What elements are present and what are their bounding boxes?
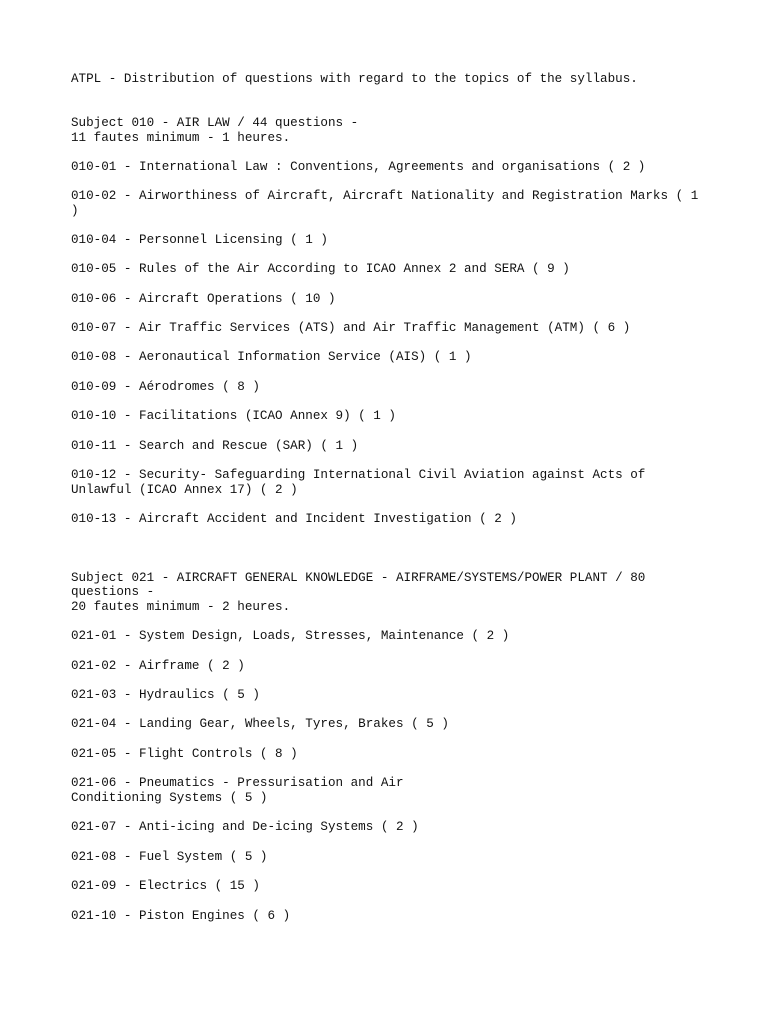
topic-010-05: 010-05 - Rules of the Air According to ICAO Annex 2 and SERA ( 9 ): [71, 262, 570, 276]
topic-010-01: 010-01 - International Law : Conventions, Agreements and organisations ( 2 ): [71, 160, 646, 174]
topic-021-02: 021-02 - Airframe ( 2 ): [71, 659, 245, 673]
subject-010-exam-info: 11 fautes minimum - 1 heures.: [71, 131, 291, 145]
subject-010-header: Subject 010 - AIR LAW / 44 questions -: [71, 116, 359, 130]
topic-021-06-continued: Conditioning Systems ( 5 ): [71, 791, 268, 805]
subject-021-header: Subject 021 - AIRCRAFT GENERAL KNOWLEDGE - AIRFRAME/SYSTEMS/POWER PLANT / 80: [71, 571, 646, 585]
topic-021-08: 021-08 - Fuel System ( 5 ): [71, 850, 268, 864]
topic-010-08: 010-08 - Aeronautical Information Service (AIS) ( 1 ): [71, 350, 472, 364]
topic-010-02-continued: ): [71, 204, 79, 218]
topic-021-09: 021-09 - Electrics ( 15 ): [71, 879, 260, 893]
topic-010-02: 010-02 - Airworthiness of Aircraft, Aircraft Nationality and Registration Marks ( 1: [71, 189, 699, 203]
topic-021-01: 021-01 - System Design, Loads, Stresses, Maintenance ( 2 ): [71, 629, 510, 643]
topic-010-04: 010-04 - Personnel Licensing ( 1 ): [71, 233, 328, 247]
topic-010-12-continued: Unlawful (ICAO Annex 17) ( 2 ): [71, 483, 298, 497]
topic-010-09: 010-09 - Aérodromes ( 8 ): [71, 380, 260, 394]
subject-021-exam-info: 20 fautes minimum - 2 heures.: [71, 600, 291, 614]
topic-021-04: 021-04 - Landing Gear, Wheels, Tyres, Brakes ( 5 ): [71, 717, 449, 731]
topic-010-06: 010-06 - Aircraft Operations ( 10 ): [71, 292, 336, 306]
topic-010-13: 010-13 - Aircraft Accident and Incident Investigation ( 2 ): [71, 512, 517, 526]
topic-021-05: 021-05 - Flight Controls ( 8 ): [71, 747, 298, 761]
topic-010-12: 010-12 - Security- Safeguarding International Civil Aviation against Acts of: [71, 468, 646, 482]
topic-010-10: 010-10 - Facilitations (ICAO Annex 9) ( 1 ): [71, 409, 396, 423]
topic-021-07: 021-07 - Anti-icing and De-icing Systems ( 2 ): [71, 820, 419, 834]
topic-021-03: 021-03 - Hydraulics ( 5 ): [71, 688, 260, 702]
topic-021-06: 021-06 - Pneumatics - Pressurisation and Air: [71, 776, 404, 790]
subject-021-header-continued: questions -: [71, 585, 155, 599]
document-title: ATPL - Distribution of questions with regard to the topics of the syllabus.: [71, 72, 638, 86]
topic-021-10: 021-10 - Piston Engines ( 6 ): [71, 909, 291, 923]
topic-010-11: 010-11 - Search and Rescue (SAR) ( 1 ): [71, 439, 359, 453]
topic-010-07: 010-07 - Air Traffic Services (ATS) and Air Traffic Management (ATM) ( 6 ): [71, 321, 631, 335]
